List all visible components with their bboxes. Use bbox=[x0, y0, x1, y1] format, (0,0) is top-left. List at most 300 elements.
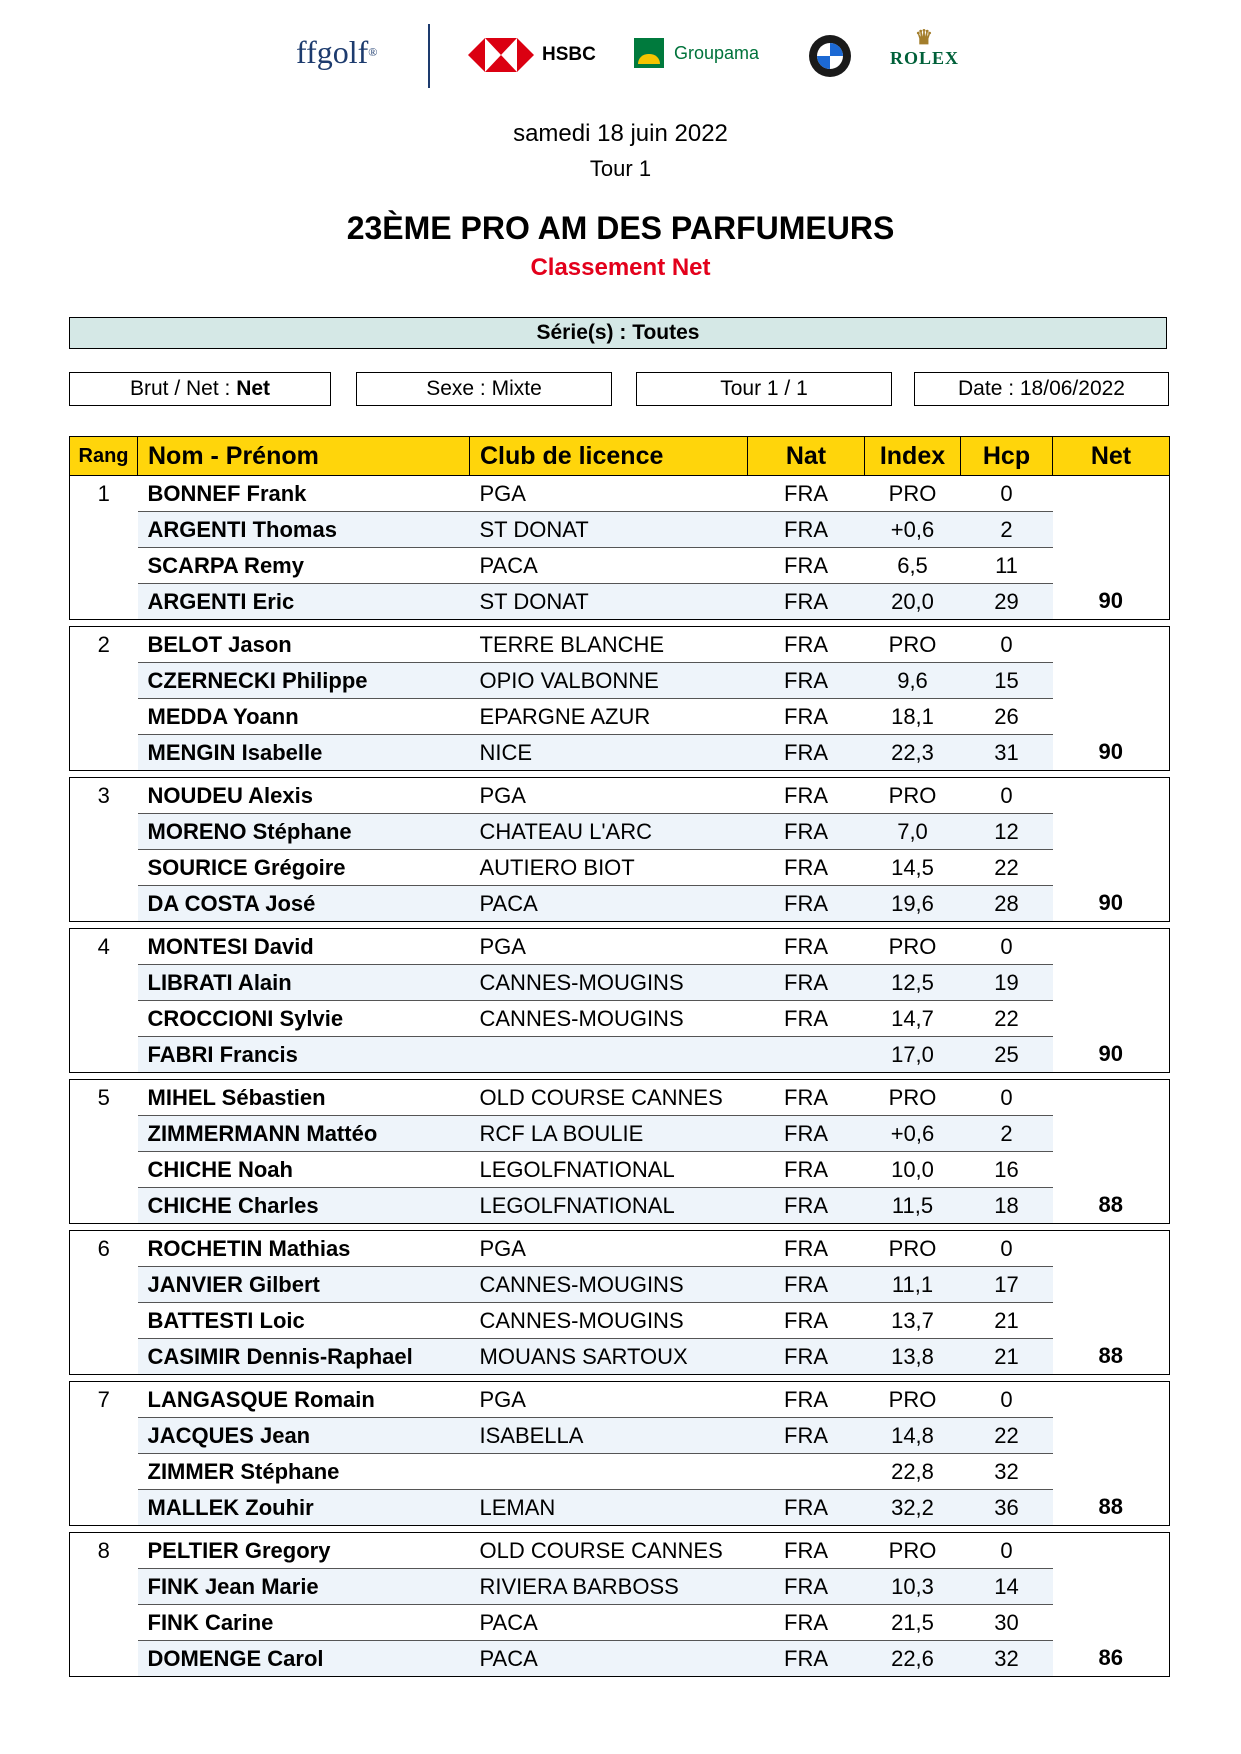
player-hcp: 15 bbox=[961, 663, 1053, 699]
col-name: Nom - Prénom bbox=[138, 437, 470, 476]
player-nat: FRA bbox=[748, 778, 865, 814]
player-name: SCARPA Remy bbox=[138, 548, 470, 584]
player-hcp: 22 bbox=[961, 1001, 1053, 1037]
player-hcp: 29 bbox=[961, 584, 1053, 620]
player-index: 21,5 bbox=[865, 1605, 961, 1641]
player-hcp: 0 bbox=[961, 778, 1053, 814]
player-name: MONTESI David bbox=[138, 929, 470, 965]
player-club: PGA bbox=[470, 1382, 748, 1418]
player-club: OLD COURSE CANNES bbox=[470, 1533, 748, 1569]
player-name: ZIMMER Stéphane bbox=[138, 1454, 470, 1490]
team-rank bbox=[70, 699, 138, 735]
table-row bbox=[70, 929, 1170, 965]
team-gap bbox=[70, 1375, 1170, 1382]
player-index: PRO bbox=[865, 1080, 961, 1116]
player-name: JANVIER Gilbert bbox=[138, 1267, 470, 1303]
player-nat: FRA bbox=[748, 1303, 865, 1339]
team-rank bbox=[70, 1001, 138, 1037]
hsbc-logo bbox=[468, 38, 596, 72]
player-club: PACA bbox=[470, 1605, 748, 1641]
player-index: 14,8 bbox=[865, 1418, 961, 1454]
player-name: FINK Jean Marie bbox=[138, 1569, 470, 1605]
player-club: CHATEAU L'ARC bbox=[470, 814, 748, 850]
team-net bbox=[1053, 627, 1170, 663]
player-club: NICE bbox=[470, 735, 748, 771]
player-nat: FRA bbox=[748, 1569, 865, 1605]
team-net: 90 bbox=[1098, 739, 1123, 765]
page-subtitle: Classement Net bbox=[530, 254, 711, 281]
table-row bbox=[70, 548, 1170, 584]
player-hcp: 22 bbox=[961, 1418, 1053, 1454]
filter-sexe-value: Mixte bbox=[491, 377, 542, 400]
player-nat: FRA bbox=[748, 1080, 865, 1116]
table-row bbox=[70, 1303, 1170, 1339]
team-rank bbox=[70, 1267, 138, 1303]
player-club: EPARGNE AZUR bbox=[470, 699, 748, 735]
hsbc-hexagon-icon bbox=[468, 38, 534, 72]
player-index: PRO bbox=[865, 778, 961, 814]
player-name: MALLEK Zouhir bbox=[138, 1490, 470, 1526]
team-gap bbox=[70, 1073, 1170, 1080]
player-index: 20,0 bbox=[865, 584, 961, 620]
team-net: 88 bbox=[1098, 1192, 1123, 1218]
player-nat: FRA bbox=[748, 814, 865, 850]
team-net bbox=[1053, 663, 1170, 699]
player-name: DOMENGE Carol bbox=[138, 1641, 470, 1677]
player-club: PACA bbox=[470, 1641, 748, 1677]
table-row bbox=[70, 1001, 1170, 1037]
player-hcp: 18 bbox=[961, 1188, 1053, 1224]
player-index: 7,0 bbox=[865, 814, 961, 850]
table-row bbox=[70, 1152, 1170, 1188]
player-nat: FRA bbox=[748, 850, 865, 886]
player-club: PGA bbox=[470, 476, 748, 512]
player-hcp: 28 bbox=[961, 886, 1053, 922]
player-hcp: 0 bbox=[961, 627, 1053, 663]
player-nat: FRA bbox=[748, 1605, 865, 1641]
player-name: JACQUES Jean bbox=[138, 1418, 470, 1454]
team-rank: 8 bbox=[97, 1537, 110, 1563]
table-row bbox=[70, 850, 1170, 886]
player-nat: FRA bbox=[748, 1188, 865, 1224]
bmw-logo bbox=[808, 34, 852, 78]
team-rank bbox=[70, 1152, 138, 1188]
player-index: 9,6 bbox=[865, 663, 961, 699]
player-index: PRO bbox=[865, 1231, 961, 1267]
team-rank: 5 bbox=[97, 1084, 110, 1110]
team-net: 88 bbox=[1098, 1494, 1123, 1520]
player-index: PRO bbox=[865, 1382, 961, 1418]
table-row bbox=[70, 735, 1170, 771]
sponsor-logos bbox=[0, 20, 1241, 90]
player-club: ST DONAT bbox=[470, 584, 748, 620]
player-hcp: 0 bbox=[961, 476, 1053, 512]
logo-divider bbox=[428, 24, 430, 88]
player-index: 22,8 bbox=[865, 1454, 961, 1490]
team-net bbox=[1053, 476, 1170, 512]
table-row bbox=[70, 1382, 1170, 1418]
bmw-roundel-icon bbox=[808, 34, 852, 78]
series-bar: Série(s) : Toutes bbox=[69, 317, 1167, 349]
team-group bbox=[70, 778, 1170, 922]
table-row bbox=[70, 699, 1170, 735]
player-club: PACA bbox=[470, 886, 748, 922]
player-nat: FRA bbox=[748, 1418, 865, 1454]
table-row bbox=[70, 476, 1170, 512]
player-nat: FRA bbox=[748, 1116, 865, 1152]
player-name: CZERNECKI Philippe bbox=[138, 663, 470, 699]
team-rank bbox=[70, 512, 138, 548]
player-club: ST DONAT bbox=[470, 512, 748, 548]
team-rank: 1 bbox=[97, 480, 110, 506]
player-index: 22,6 bbox=[865, 1641, 961, 1677]
player-index: PRO bbox=[865, 476, 961, 512]
table-row bbox=[70, 512, 1170, 548]
col-nat: Nat bbox=[748, 437, 865, 476]
team-net bbox=[1053, 778, 1170, 814]
team-rank bbox=[70, 1418, 138, 1454]
player-index: 11,1 bbox=[865, 1267, 961, 1303]
player-nat bbox=[748, 1037, 865, 1073]
team-net bbox=[1053, 850, 1170, 886]
team-rank bbox=[70, 814, 138, 850]
player-hcp: 30 bbox=[961, 1605, 1053, 1641]
filter-brut-net-value: Net bbox=[236, 377, 271, 400]
player-hcp: 17 bbox=[961, 1267, 1053, 1303]
filter-tour: Tour 1 / 1 bbox=[636, 372, 892, 406]
player-name: BONNEF Frank bbox=[138, 476, 470, 512]
player-index: 10,3 bbox=[865, 1569, 961, 1605]
filter-sexe-label: Sexe : bbox=[426, 377, 486, 400]
team-rank bbox=[70, 548, 138, 584]
table-row bbox=[70, 1454, 1170, 1490]
player-club: OLD COURSE CANNES bbox=[470, 1080, 748, 1116]
player-name: MEDDA Yoann bbox=[138, 699, 470, 735]
player-index: 22,3 bbox=[865, 735, 961, 771]
player-name: MENGIN Isabelle bbox=[138, 735, 470, 771]
col-club: Club de licence bbox=[470, 437, 748, 476]
player-club: PGA bbox=[470, 929, 748, 965]
table-row bbox=[70, 1569, 1170, 1605]
player-nat: FRA bbox=[748, 1641, 865, 1677]
player-name: PELTIER Gregory bbox=[138, 1533, 470, 1569]
player-nat: FRA bbox=[748, 663, 865, 699]
player-nat: FRA bbox=[748, 699, 865, 735]
team-net bbox=[1053, 548, 1170, 584]
player-hcp: 21 bbox=[961, 1339, 1053, 1375]
table-row bbox=[70, 965, 1170, 1001]
team-rank bbox=[70, 1569, 138, 1605]
team-net bbox=[1053, 1533, 1170, 1569]
player-index: 10,0 bbox=[865, 1152, 961, 1188]
table-row bbox=[70, 778, 1170, 814]
table-row bbox=[70, 663, 1170, 699]
table-row bbox=[70, 814, 1170, 850]
player-nat: FRA bbox=[748, 735, 865, 771]
player-index: 6,5 bbox=[865, 548, 961, 584]
player-name: ARGENTI Thomas bbox=[138, 512, 470, 548]
player-index: 32,2 bbox=[865, 1490, 961, 1526]
player-name: CHICHE Charles bbox=[138, 1188, 470, 1224]
table-row bbox=[70, 1116, 1170, 1152]
table-row bbox=[70, 627, 1170, 663]
player-index: 18,1 bbox=[865, 699, 961, 735]
player-name: SOURICE Grégoire bbox=[138, 850, 470, 886]
player-name: MORENO Stéphane bbox=[138, 814, 470, 850]
rolex-crown-icon: ♛ bbox=[915, 27, 934, 49]
player-hcp: 31 bbox=[961, 735, 1053, 771]
player-hcp: 32 bbox=[961, 1641, 1053, 1677]
player-club bbox=[470, 1037, 748, 1073]
player-nat: FRA bbox=[748, 1533, 865, 1569]
player-nat: FRA bbox=[748, 1231, 865, 1267]
team-net bbox=[1053, 1569, 1170, 1605]
player-club: RCF LA BOULIE bbox=[470, 1116, 748, 1152]
player-index: 13,7 bbox=[865, 1303, 961, 1339]
player-name: CHICHE Noah bbox=[138, 1152, 470, 1188]
player-hcp: 22 bbox=[961, 850, 1053, 886]
player-club: CANNES-MOUGINS bbox=[470, 1303, 748, 1339]
ffgolf-logo bbox=[296, 34, 377, 71]
table-row bbox=[70, 1339, 1170, 1375]
player-club: LEGOLFNATIONAL bbox=[470, 1152, 748, 1188]
player-index: PRO bbox=[865, 627, 961, 663]
player-index: 14,7 bbox=[865, 1001, 961, 1037]
player-nat: FRA bbox=[748, 929, 865, 965]
team-rank bbox=[70, 735, 138, 771]
player-name: ARGENTI Eric bbox=[138, 584, 470, 620]
team-group bbox=[70, 476, 1170, 620]
team-net: 90 bbox=[1098, 890, 1123, 916]
table-row bbox=[70, 1267, 1170, 1303]
player-nat: FRA bbox=[748, 584, 865, 620]
player-name: FABRI Francis bbox=[138, 1037, 470, 1073]
player-index: 14,5 bbox=[865, 850, 961, 886]
player-hcp: 16 bbox=[961, 1152, 1053, 1188]
player-name: BELOT Jason bbox=[138, 627, 470, 663]
player-nat: FRA bbox=[748, 886, 865, 922]
team-net bbox=[1053, 1001, 1170, 1037]
team-rank bbox=[70, 1188, 138, 1224]
team-net bbox=[1053, 1080, 1170, 1116]
player-hcp: 2 bbox=[961, 512, 1053, 548]
team-gap bbox=[70, 1224, 1170, 1231]
player-hcp: 0 bbox=[961, 929, 1053, 965]
player-index: PRO bbox=[865, 929, 961, 965]
player-nat: FRA bbox=[748, 1382, 865, 1418]
player-hcp: 25 bbox=[961, 1037, 1053, 1073]
col-index: Index bbox=[865, 437, 961, 476]
groupama-logo bbox=[634, 38, 759, 68]
team-net: 88 bbox=[1098, 1343, 1123, 1369]
results-table bbox=[69, 436, 1170, 1677]
player-hcp: 11 bbox=[961, 548, 1053, 584]
player-hcp: 0 bbox=[961, 1533, 1053, 1569]
player-index: 19,6 bbox=[865, 886, 961, 922]
team-rank bbox=[70, 1641, 138, 1677]
table-row bbox=[70, 1080, 1170, 1116]
player-hcp: 21 bbox=[961, 1303, 1053, 1339]
rolex-logo bbox=[890, 28, 959, 69]
player-index: 11,5 bbox=[865, 1188, 961, 1224]
table-row bbox=[70, 1641, 1170, 1677]
team-rank bbox=[70, 965, 138, 1001]
team-gap bbox=[70, 620, 1170, 627]
team-rank bbox=[70, 663, 138, 699]
team-net: 90 bbox=[1098, 588, 1123, 614]
col-hcp: Hcp bbox=[961, 437, 1053, 476]
team-net bbox=[1053, 1418, 1170, 1454]
filter-sexe bbox=[356, 372, 612, 406]
player-index: PRO bbox=[865, 1533, 961, 1569]
filter-brut-net bbox=[69, 372, 331, 406]
team-rank bbox=[70, 1303, 138, 1339]
player-hcp: 36 bbox=[961, 1490, 1053, 1526]
player-name: BATTESTI Loic bbox=[138, 1303, 470, 1339]
team-net bbox=[1053, 1231, 1170, 1267]
player-name: LIBRATI Alain bbox=[138, 965, 470, 1001]
team-net bbox=[1053, 1454, 1170, 1490]
player-hcp: 19 bbox=[961, 965, 1053, 1001]
player-club: LEGOLFNATIONAL bbox=[470, 1188, 748, 1224]
player-club: RIVIERA BARBOSS bbox=[470, 1569, 748, 1605]
player-club: PACA bbox=[470, 548, 748, 584]
tour-label: Tour 1 bbox=[589, 156, 652, 181]
player-club: CANNES-MOUGINS bbox=[470, 1001, 748, 1037]
player-club: CANNES-MOUGINS bbox=[470, 965, 748, 1001]
groupama-wordmark: Groupama bbox=[674, 42, 760, 63]
hsbc-wordmark: HSBC bbox=[542, 44, 596, 65]
team-group bbox=[70, 627, 1170, 771]
player-hcp: 2 bbox=[961, 1116, 1053, 1152]
player-nat: FRA bbox=[748, 1152, 865, 1188]
team-net bbox=[1053, 965, 1170, 1001]
col-net: Net bbox=[1053, 437, 1170, 476]
table-row bbox=[70, 886, 1170, 922]
player-club: PGA bbox=[470, 1231, 748, 1267]
team-net bbox=[1053, 1303, 1170, 1339]
player-name: LANGASQUE Romain bbox=[138, 1382, 470, 1418]
player-name: CROCCIONI Sylvie bbox=[138, 1001, 470, 1037]
player-nat: FRA bbox=[748, 627, 865, 663]
player-nat: FRA bbox=[748, 512, 865, 548]
player-index: +0,6 bbox=[865, 512, 961, 548]
player-club: AUTIERO BIOT bbox=[470, 850, 748, 886]
team-rank bbox=[70, 1339, 138, 1375]
table-header-row bbox=[70, 437, 1170, 476]
team-rank: 7 bbox=[97, 1386, 110, 1412]
player-club: LEMAN bbox=[470, 1490, 748, 1526]
player-hcp: 26 bbox=[961, 699, 1053, 735]
player-club: ISABELLA bbox=[470, 1418, 748, 1454]
player-club: MOUANS SARTOUX bbox=[470, 1339, 748, 1375]
table-row bbox=[70, 584, 1170, 620]
table-row bbox=[70, 1188, 1170, 1224]
page-title: 23ÈME PRO AM DES PARFUMEURS bbox=[346, 210, 895, 246]
team-rank bbox=[70, 1605, 138, 1641]
player-hcp: 12 bbox=[961, 814, 1053, 850]
team-rank bbox=[70, 1490, 138, 1526]
player-hcp: 14 bbox=[961, 1569, 1053, 1605]
col-rang: Rang bbox=[70, 437, 138, 476]
team-rank: 2 bbox=[97, 631, 110, 657]
player-name: MIHEL Sébastien bbox=[138, 1080, 470, 1116]
table-row bbox=[70, 1418, 1170, 1454]
player-index: +0,6 bbox=[865, 1116, 961, 1152]
table-row bbox=[70, 1231, 1170, 1267]
player-name: ROCHETIN Mathias bbox=[138, 1231, 470, 1267]
player-index: 12,5 bbox=[865, 965, 961, 1001]
player-index: 17,0 bbox=[865, 1037, 961, 1073]
player-club: TERRE BLANCHE bbox=[470, 627, 748, 663]
player-name: NOUDEU Alexis bbox=[138, 778, 470, 814]
team-rank: 6 bbox=[97, 1235, 110, 1261]
rolex-wordmark: ROLEX bbox=[890, 48, 960, 68]
player-hcp: 32 bbox=[961, 1454, 1053, 1490]
team-net bbox=[1053, 814, 1170, 850]
team-rank bbox=[70, 584, 138, 620]
team-net bbox=[1053, 1152, 1170, 1188]
team-group bbox=[70, 1231, 1170, 1375]
player-hcp: 0 bbox=[961, 1080, 1053, 1116]
player-club: PGA bbox=[470, 778, 748, 814]
team-rank bbox=[70, 1037, 138, 1073]
team-net bbox=[1053, 1382, 1170, 1418]
player-club bbox=[470, 1454, 748, 1490]
player-index: 13,8 bbox=[865, 1339, 961, 1375]
player-nat: FRA bbox=[748, 476, 865, 512]
team-gap bbox=[70, 771, 1170, 778]
player-name: FINK Carine bbox=[138, 1605, 470, 1641]
filter-brut-net-label: Brut / Net : bbox=[129, 377, 231, 400]
team-rank: 3 bbox=[97, 782, 110, 808]
player-nat bbox=[748, 1454, 865, 1490]
team-rank: 4 bbox=[97, 933, 110, 959]
player-hcp: 0 bbox=[961, 1382, 1053, 1418]
player-name: DA COSTA José bbox=[138, 886, 470, 922]
player-nat: FRA bbox=[748, 965, 865, 1001]
team-net bbox=[1053, 1605, 1170, 1641]
team-net bbox=[1053, 1267, 1170, 1303]
team-rank bbox=[70, 850, 138, 886]
filter-date: Date : 18/06/2022 bbox=[914, 372, 1169, 406]
player-club: OPIO VALBONNE bbox=[470, 663, 748, 699]
team-group bbox=[70, 1080, 1170, 1224]
team-net: 86 bbox=[1098, 1645, 1123, 1671]
player-club: CANNES-MOUGINS bbox=[470, 1267, 748, 1303]
team-rank bbox=[70, 886, 138, 922]
table-row bbox=[70, 1605, 1170, 1641]
team-group bbox=[70, 1382, 1170, 1526]
table-row bbox=[70, 1037, 1170, 1073]
team-rank bbox=[70, 1116, 138, 1152]
registered-mark-icon: ® bbox=[368, 45, 378, 59]
team-net bbox=[1053, 1116, 1170, 1152]
player-nat: FRA bbox=[748, 1490, 865, 1526]
team-net: 90 bbox=[1098, 1041, 1123, 1067]
team-net bbox=[1053, 512, 1170, 548]
team-group bbox=[70, 1533, 1170, 1677]
player-nat: FRA bbox=[748, 1339, 865, 1375]
team-gap bbox=[70, 922, 1170, 929]
table-row bbox=[70, 1533, 1170, 1569]
player-nat: FRA bbox=[748, 1001, 865, 1037]
groupama-icon bbox=[634, 38, 664, 68]
event-date: samedi 18 juin 2022 bbox=[513, 120, 728, 147]
player-name: ZIMMERMANN Mattéo bbox=[138, 1116, 470, 1152]
player-hcp: 0 bbox=[961, 1231, 1053, 1267]
team-group bbox=[70, 929, 1170, 1073]
